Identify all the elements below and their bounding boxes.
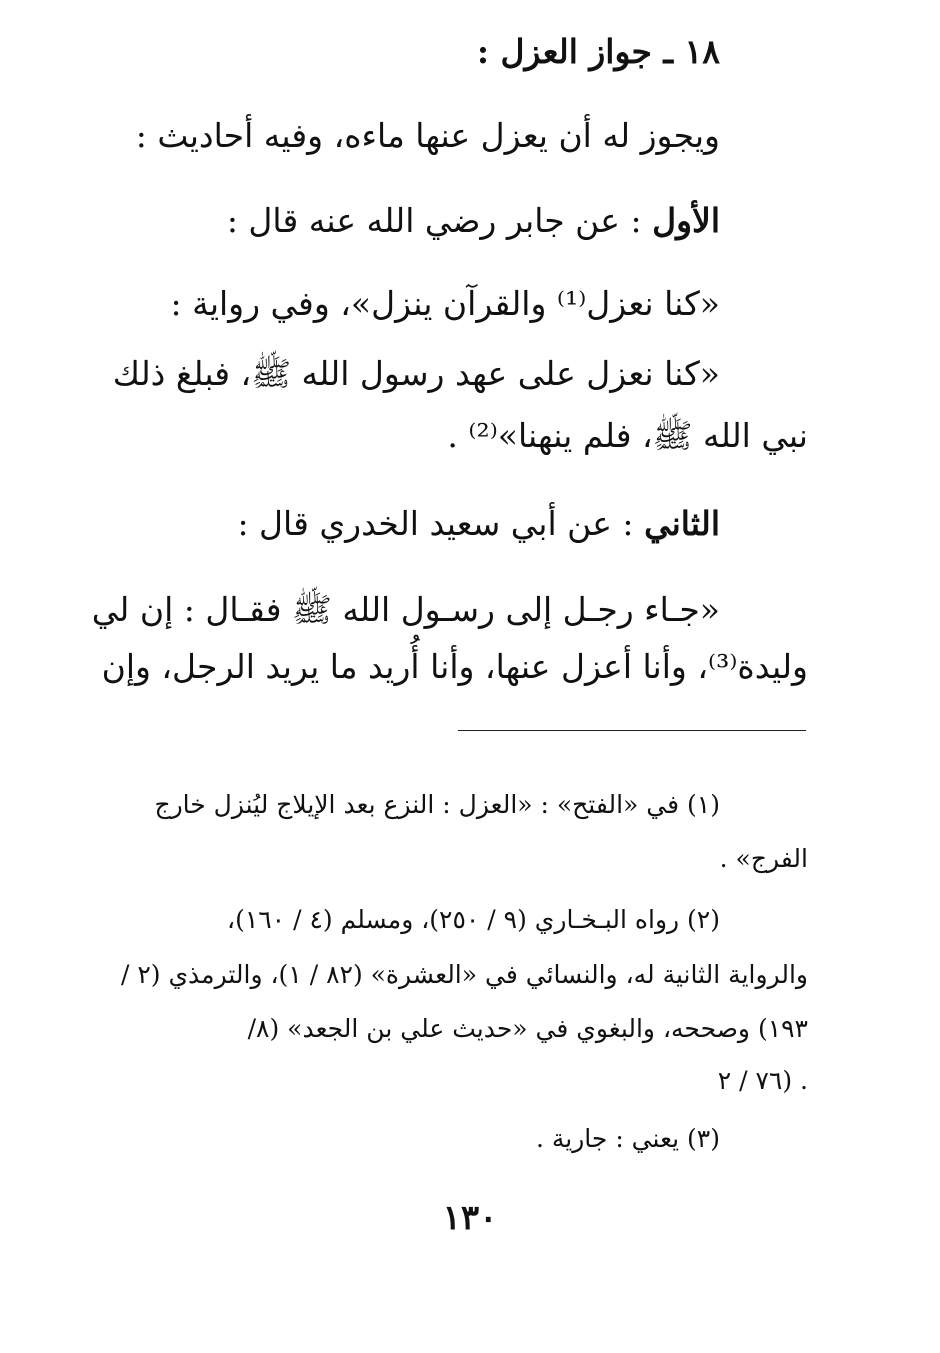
footnote-2-line-4: ٧٦ / ٢) . [717,1066,808,1095]
second-label: الثاني [644,504,720,543]
section-heading: ١٨ ـ جواز العزل : [476,32,720,71]
footnote-divider [458,730,806,731]
footnote-1-line-1: (١) في «الفتح» : «العزل : النزع بعد الإيلاج ليُنزل خارج [154,790,720,819]
footnote-2-line-2: والرواية الثانية له، والنسائي في «العشرة» (٨٢ / ١)، والترمذي (٢ / [120,960,808,989]
hadith-first-intro [227,199,720,243]
second-text: : عن أبي سعيد الخدري قال : [237,504,634,543]
quote-2-line-2: نبي الله ﷺ، فلم ينهنا»⁽²⁾ . [447,416,808,455]
footnote-3: (٣) يعني : جارية . [535,1124,720,1153]
quote-3-line-1: «جـاء رجـل إلى رسـول الله ﷺ فقـال : إن لي [91,590,720,629]
footnote-2-line-1: (٢) رواه البـخـاري (٩ / ٢٥٠)، ومسلم (٤ / ١٦٠)، [227,905,720,934]
footnote-1-line-2: الفرج» . [719,844,808,873]
quote-3-line-2: وليدة⁽³⁾، وأنا أعزل عنها، وأنا أُريد ما يريد الرجل، وإن [101,647,808,686]
page-number: ١٣٠ [442,1198,498,1238]
footnote-2-line-3: ١٩٣) وصححه، والبغوي في «حديث علي بن الجعد» (٨/ [247,1014,808,1043]
first-text: : عن جابر رضي الله عنه قال : [226,201,642,240]
body-line-1: ويجوز له أن يعزل عنها ماءه، وفيه أحاديث : [135,116,720,155]
hadith-second-intro [237,502,720,546]
first-label: الأول [652,201,720,240]
quote-2-line-1: «كنا نعزل على عهد رسول الله ﷺ، فبلغ ذلك [112,354,720,393]
quote-1: «كنا نعزل⁽¹⁾ والقرآن ينزل»، وفي رواية : [170,284,720,323]
